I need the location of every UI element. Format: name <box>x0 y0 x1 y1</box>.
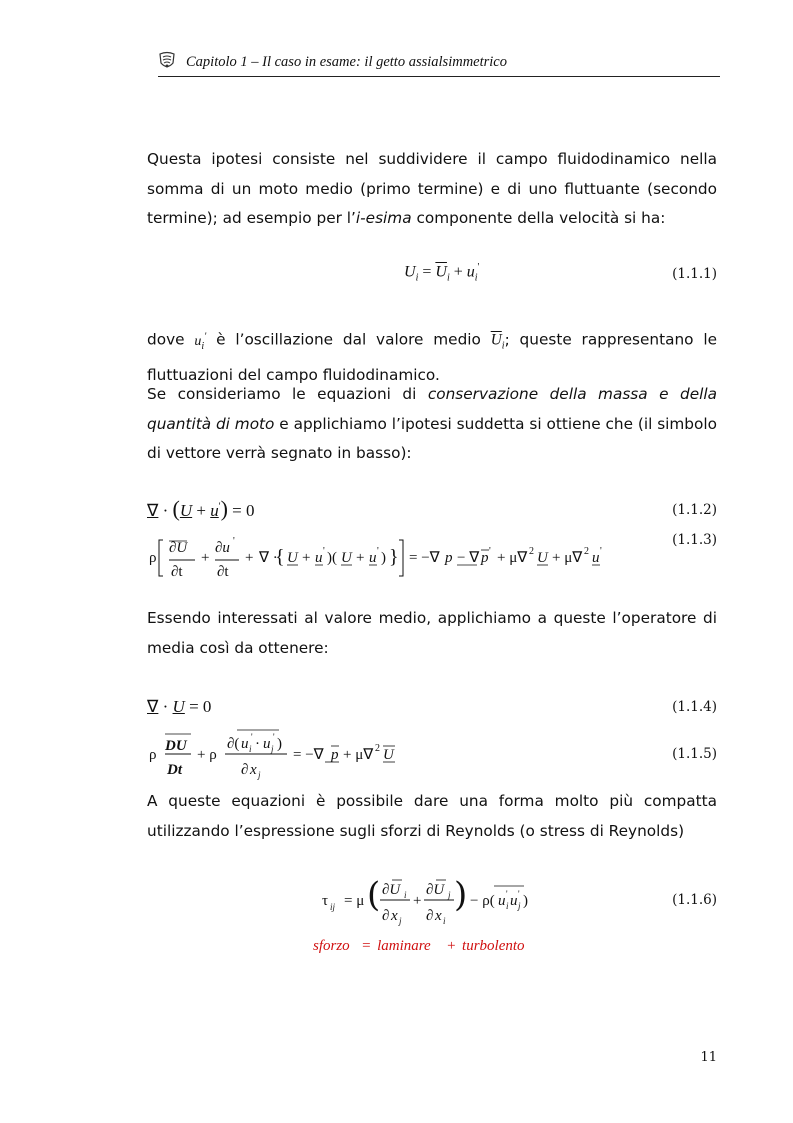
svg-text:u: u <box>241 736 249 752</box>
svg-text:+: + <box>302 550 311 566</box>
svg-text:': ' <box>251 732 253 742</box>
svg-text:DU: DU <box>165 738 187 754</box>
svg-text:− ρ(: − ρ( <box>470 893 495 909</box>
svg-text:∂u: ∂u <box>215 540 230 556</box>
svg-text:i: i <box>443 916 446 926</box>
svg-text:': ' <box>233 536 235 547</box>
intro-text: Questa ipotesi consiste nel suddividere il campo fluidodinamico nella somma di un moto medio (primo termine) e di uno fluttuante (secondo termine); ad esempio per l’ <box>147 150 717 227</box>
dove-text: dove <box>147 330 195 349</box>
svg-text:(: ( <box>367 875 381 915</box>
equation-number: (1.1.1) <box>672 266 717 282</box>
svg-text:Dt: Dt <box>167 762 182 778</box>
svg-text:i: i <box>506 901 509 911</box>
svg-text:ij: ij <box>330 902 336 912</box>
svg-text:∂U: ∂U <box>169 540 188 556</box>
svg-text:∂U: ∂U <box>426 882 445 898</box>
dove-text-end: ; queste rappresentano le fluttuazioni del campo fluidodinamico. <box>147 330 717 385</box>
svg-text:= μ: = μ <box>344 893 365 909</box>
svg-text:+: + <box>245 550 254 566</box>
equation-number: (1.1.5) <box>672 746 717 762</box>
legend-sforzo: sforzo <box>313 938 350 954</box>
svg-text:i: i <box>404 890 407 900</box>
svg-text:): ) <box>381 550 386 566</box>
svg-text:ρ: ρ <box>149 550 157 566</box>
svg-text:U: U <box>341 550 352 566</box>
dove-text-mid: è l’oscillazione dal valore medio <box>206 330 491 349</box>
svg-text:': ' <box>600 546 602 557</box>
equation-1-1-1: $U_i = \overline{U}_i + u_i'$ <box>404 262 480 284</box>
page-number: 11 <box>700 1050 717 1065</box>
svg-text:u: u <box>315 550 323 566</box>
se-text: Se consideriamo le equazioni di <box>147 385 428 403</box>
svg-text:∇ ·: ∇ · <box>259 550 278 566</box>
svg-text:p: p <box>481 550 489 566</box>
svg-text:ρ: ρ <box>149 747 157 763</box>
svg-text:p: p <box>331 747 339 763</box>
svg-text:j: j <box>258 770 261 780</box>
svg-text:+: + <box>413 893 422 909</box>
compact-paragraph: A queste equazioni è possibile dare una forma molto più compatta utilizzando l’espressione sugli sforzi di Reynolds (o stress di Reynolds) <box>147 792 717 840</box>
svg-text:u: u <box>498 893 506 909</box>
svg-text:= −∇: = −∇ <box>293 747 324 763</box>
svg-text:u: u <box>510 893 518 909</box>
svg-text:∂t: ∂t <box>217 564 229 580</box>
svg-text:): ) <box>523 893 528 909</box>
se-text-end: e applichiamo l’ipotesi suddetta si ottiene che (il simbolo di vettore verrà segnato in basso): <box>147 414 717 462</box>
equation-number: (1.1.2) <box>672 502 717 518</box>
svg-text:)(: )( <box>327 550 337 566</box>
svg-text:+ ρ: + ρ <box>197 747 217 763</box>
svg-text:·: · <box>255 736 260 752</box>
svg-text:u: u <box>369 550 377 566</box>
equation-number: (1.1.6) <box>672 892 717 908</box>
svg-text:∂U: ∂U <box>382 882 401 898</box>
svg-text:∂: ∂ <box>382 908 390 924</box>
svg-text:u: u <box>263 736 271 752</box>
equation-number: (1.1.3) <box>672 532 717 548</box>
equation-1-1-6 <box>320 872 550 932</box>
intro-text-end: componente della velocità si ha: <box>411 209 666 227</box>
svg-text:+: + <box>201 550 210 566</box>
intro-paragraph <box>147 145 717 234</box>
svg-text:': ' <box>506 889 508 899</box>
equation-1-1-4: ∇ · U = 0 <box>147 697 212 716</box>
svg-text:': ' <box>273 732 275 742</box>
svg-text:∂(: ∂( <box>227 736 240 752</box>
mean-symbol: $\overline{U}$ <box>490 331 502 349</box>
svg-text:x: x <box>435 908 442 924</box>
svg-text:': ' <box>489 546 491 557</box>
legend-plus: + <box>447 938 456 954</box>
svg-text:': ' <box>518 889 520 899</box>
svg-text:2: 2 <box>375 743 380 754</box>
svg-text:u: u <box>592 550 600 566</box>
svg-text:2: 2 <box>529 546 534 557</box>
svg-text:): ) <box>454 875 468 915</box>
stress-legend <box>313 937 525 955</box>
svg-text:': ' <box>377 546 379 557</box>
equation-1-1-5 <box>147 726 447 782</box>
svg-text:): ) <box>277 736 282 752</box>
svg-text:i: i <box>249 744 252 754</box>
svg-text:+: + <box>356 550 365 566</box>
svg-text:U: U <box>287 550 298 566</box>
svg-text:U: U <box>383 747 394 763</box>
legend-turbolento: turbolento <box>462 938 525 954</box>
essendo-paragraph: Essendo interessati al valore medio, applichiamo a queste l’operatore di media così da ottenere: <box>147 609 717 657</box>
svg-text:∂t: ∂t <box>171 564 183 580</box>
svg-text:j: j <box>399 916 402 926</box>
svg-text:+ μ∇: + μ∇ <box>552 550 583 566</box>
svg-text:j: j <box>271 744 274 754</box>
svg-text:x: x <box>250 762 257 778</box>
svg-text:∂: ∂ <box>426 908 434 924</box>
svg-text:': ' <box>323 546 325 557</box>
svg-text:{: { <box>275 546 285 568</box>
svg-text:= −∇: = −∇ <box>409 550 440 566</box>
fluctuation-symbol: $u_i'$ <box>194 331 207 352</box>
svg-text:j: j <box>518 901 521 911</box>
legend-equals: = <box>362 938 371 954</box>
se-paragraph <box>147 380 717 469</box>
page-header <box>158 48 720 77</box>
svg-text:j: j <box>448 890 451 900</box>
svg-text:}: } <box>389 546 399 568</box>
equation-number: (1.1.4) <box>672 699 717 715</box>
equation-1-1-2: ∇ · (U + u') = 0 <box>147 496 255 521</box>
svg-text:x: x <box>391 908 398 924</box>
svg-text:2: 2 <box>584 546 589 557</box>
svg-text:τ: τ <box>322 893 329 909</box>
svg-text:∂: ∂ <box>241 762 249 778</box>
svg-text:U: U <box>537 550 548 566</box>
chapter-title: Capitolo 1 – Il caso in esame: il getto assialsimmetrico <box>186 54 507 70</box>
svg-text:− ∇: − ∇ <box>457 550 480 566</box>
legend-laminare: laminare <box>377 938 431 954</box>
university-crest-icon <box>158 51 176 71</box>
se-italic: conservazione della massa e della quantità di moto <box>147 385 717 433</box>
svg-text:p: p <box>445 550 453 566</box>
dove-paragraph: dove $u_i'$ è l’oscillazione dal valore medio $\overline{U}_i$; queste rappresentano le fluttuazioni del campo fluidodinamico. <box>147 330 717 385</box>
intro-italic: i-esima <box>355 209 412 227</box>
svg-text:+ μ∇: + μ∇ <box>343 747 374 763</box>
svg-text:+ μ∇: + μ∇ <box>497 550 528 566</box>
equation-1-1-3 <box>147 532 627 582</box>
